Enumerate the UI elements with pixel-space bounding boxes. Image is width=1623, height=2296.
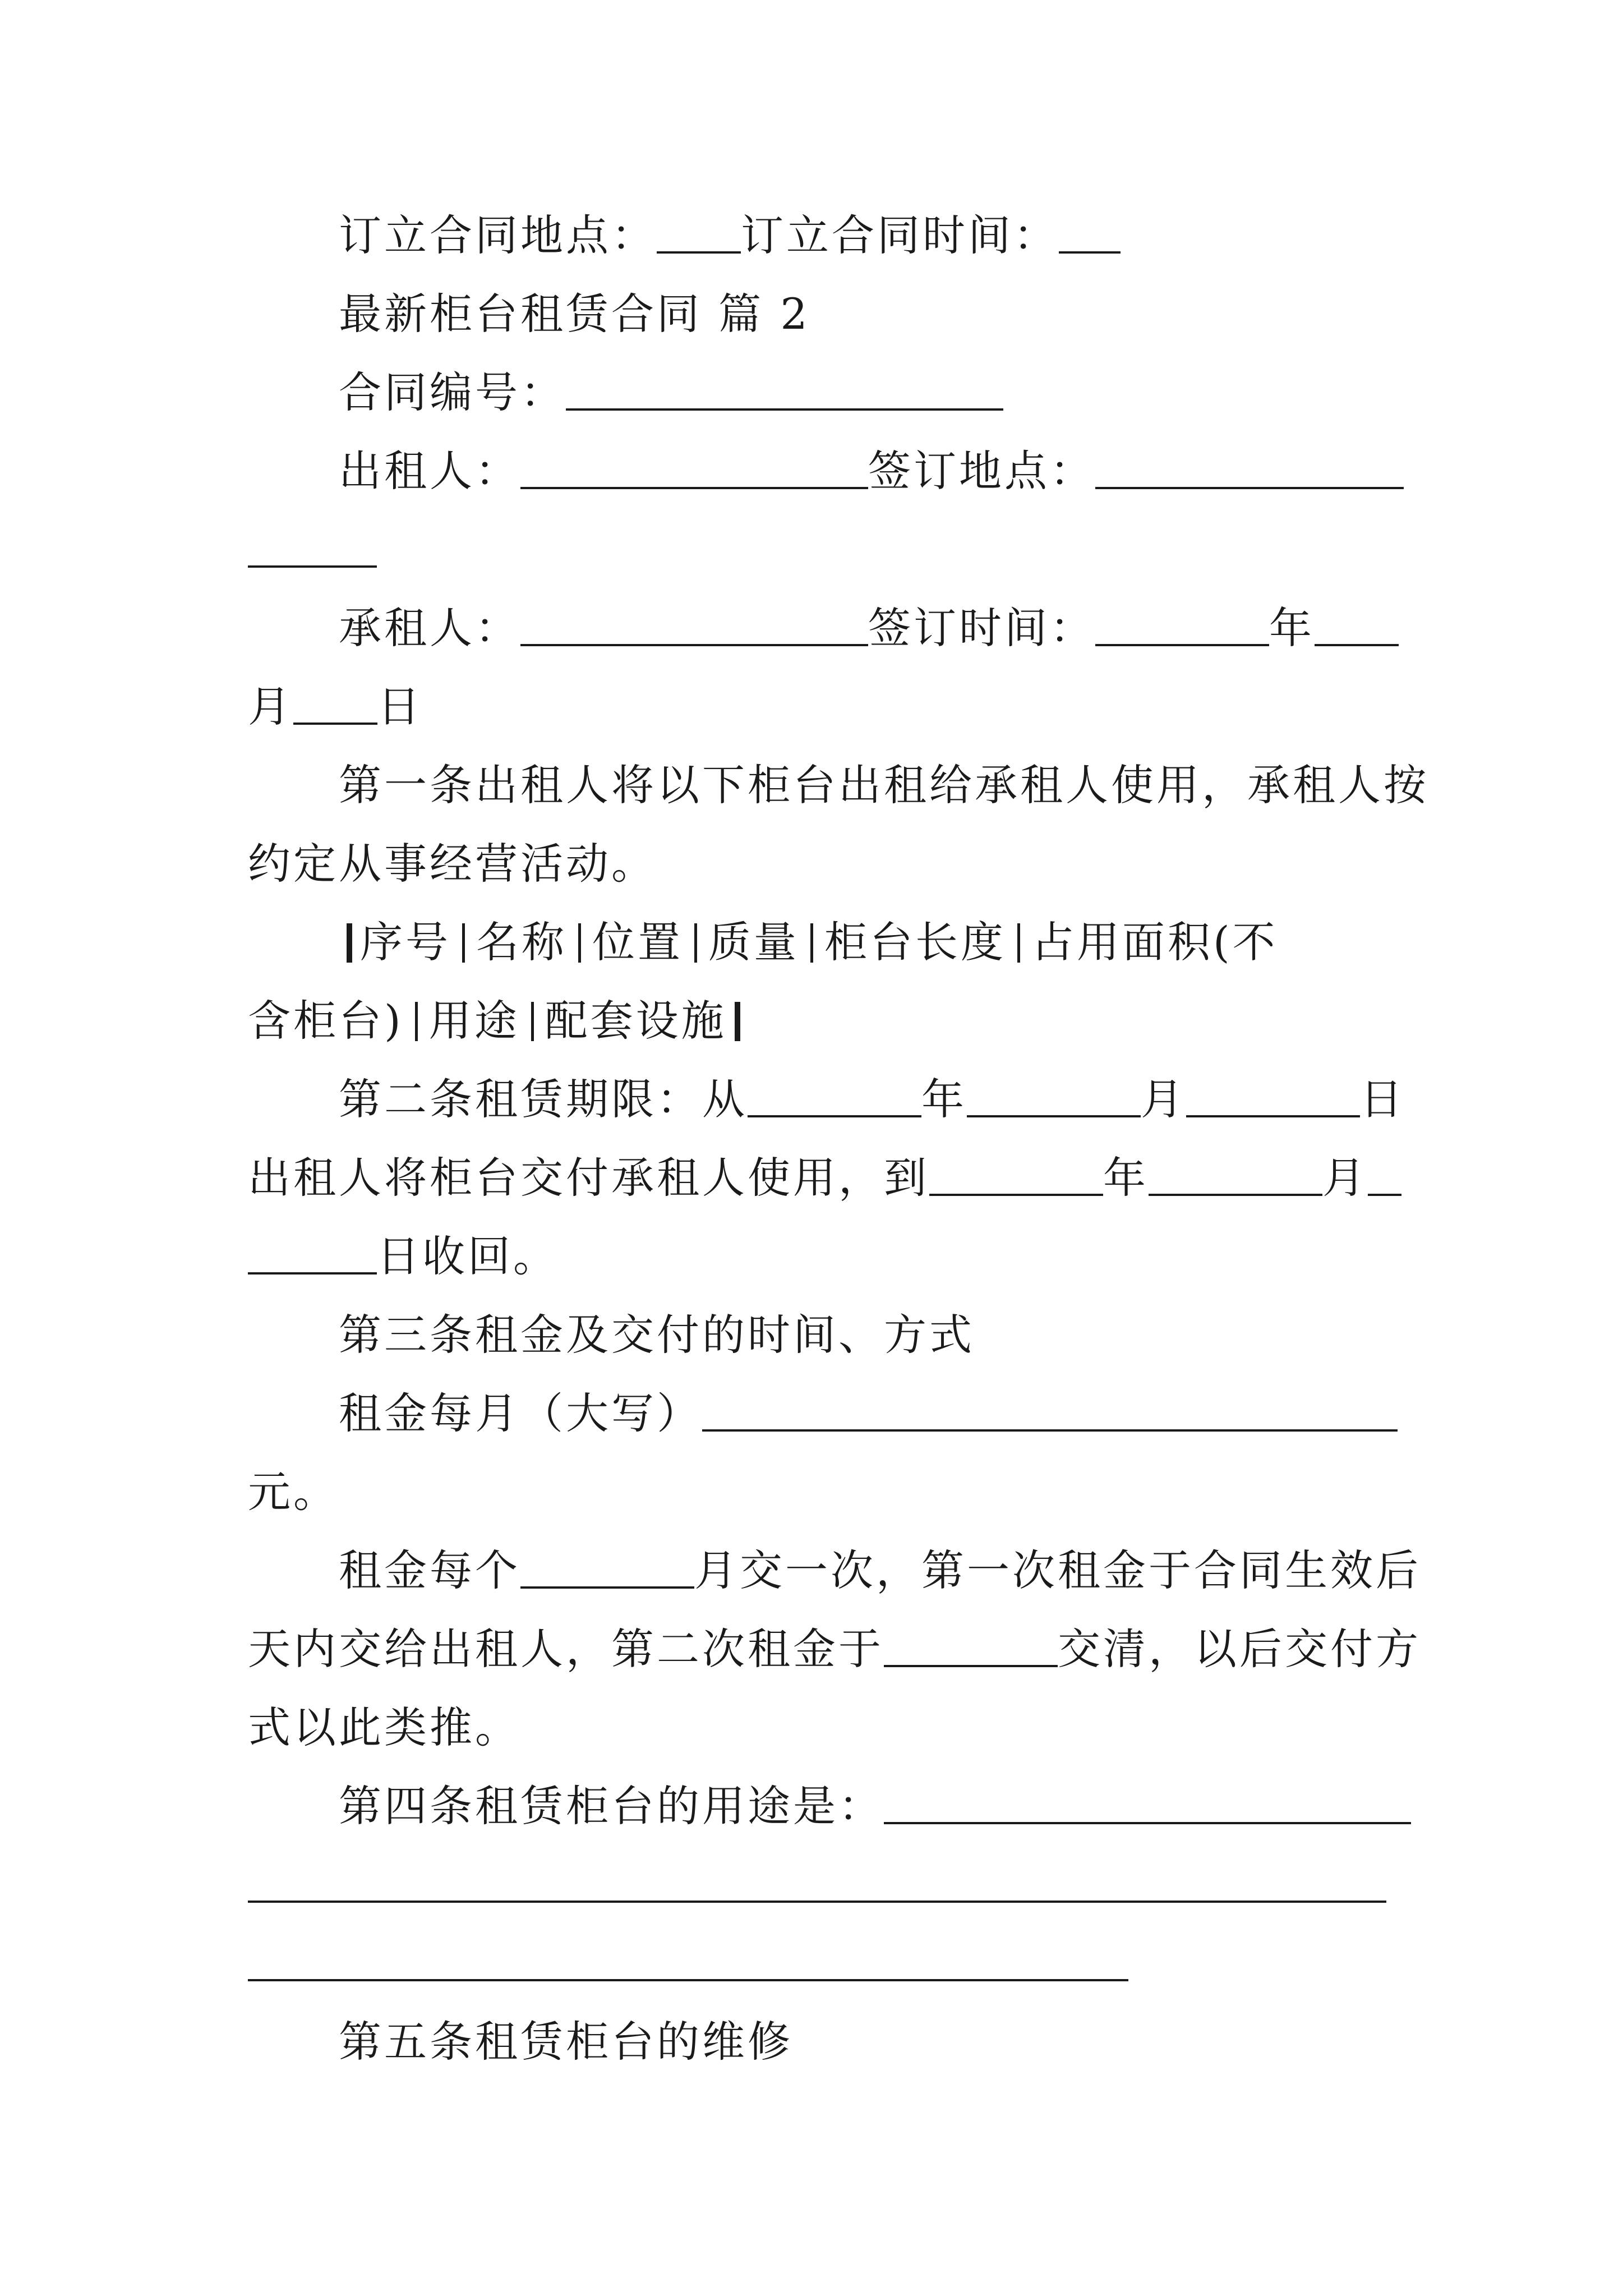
sign-time-label: 签订时间： (868, 603, 1095, 653)
table-col-seq: 序号 (360, 917, 451, 967)
article-1-line-2 (0, 827, 1623, 900)
payment-interval-blank (520, 1547, 694, 1589)
day-label: 日 (377, 682, 423, 731)
usage-blank-line-3 (0, 1927, 1623, 2000)
sign-date-continuation (0, 670, 1623, 743)
article-2-line-3 (0, 1220, 1623, 1293)
payment-line-3 (0, 1691, 1623, 1764)
lease-end-day-blank-cont (248, 1233, 377, 1274)
second-payment-date-blank (884, 1626, 1058, 1667)
contract-place-label: 订立合同地点： (339, 210, 657, 260)
lease-end-day-blank (1368, 1154, 1401, 1196)
section-title-text: 最新柜台租赁合同 篇 2 (339, 289, 810, 339)
table-col-area-a: 占用面积(不 (1031, 917, 1278, 967)
payment-text-a2: 月交一次，第一次租金于合同生效后 (694, 1545, 1421, 1595)
table-col-use: 用途 (428, 996, 520, 1046)
article-1-text-a: 第一条出租人将以下柜台出租给承租人使用，承租人按 (339, 760, 1429, 810)
year-label: 年 (1103, 1153, 1149, 1203)
table-divider (810, 923, 813, 963)
usage-blank-cont-1 (248, 1861, 1386, 1903)
table-col-facility: 配套设施 (545, 996, 727, 1046)
payment-text-b1: 天内交给出租人，第二次租金于 (248, 1624, 884, 1674)
table-divider (1017, 923, 1020, 963)
article-4-line (0, 1770, 1623, 1843)
sign-day-blank (293, 683, 377, 725)
section-title (0, 278, 1623, 351)
article-1-line-1 (0, 749, 1623, 822)
table-divider (462, 923, 465, 963)
sign-place-blank (1095, 448, 1404, 489)
contract-number-blank (566, 369, 1003, 411)
article-2-line-1 (0, 1063, 1623, 1136)
lessee-blank (520, 605, 868, 646)
year-label: 年 (921, 1074, 967, 1124)
table-border (735, 1002, 740, 1041)
usage-blank-line-2 (0, 1848, 1623, 1921)
contract-place-blank (657, 212, 741, 254)
table-border (347, 923, 352, 963)
month-label: 月 (1322, 1153, 1368, 1203)
article-1-text-b: 约定从事经营活动。 (248, 839, 657, 889)
contract-time-blank (1059, 212, 1121, 254)
table-col-area-b: 含柜台) (248, 996, 404, 1046)
payment-text-a1: 租金每个 (339, 1545, 520, 1595)
lessee-label: 承租人： (339, 603, 520, 653)
month-label: 月 (248, 682, 293, 731)
table-divider (531, 1002, 534, 1041)
payment-text-b2: 交清，以后交付方 (1058, 1624, 1421, 1674)
lease-start-month-blank (967, 1076, 1141, 1117)
day-label: 日 (1360, 1074, 1405, 1124)
table-divider (578, 923, 581, 963)
article-4-text: 第四条租赁柜台的用途是： (339, 1781, 884, 1831)
sign-month-blank (1315, 605, 1399, 646)
article-2-text-a: 第二条租赁期限：从 (339, 1074, 748, 1124)
month-label: 月 (1141, 1074, 1186, 1124)
table-divider (415, 1002, 418, 1041)
contract-number-line (0, 356, 1623, 429)
rent-amount-blank (702, 1390, 1398, 1432)
article-3-text: 第三条租金及交付的时间、方式 (339, 1310, 975, 1360)
article-3-heading (0, 1299, 1623, 1372)
rent-amount-line (0, 1377, 1623, 1450)
table-col-quality: 质量 (708, 917, 799, 967)
table-col-position: 位置 (592, 917, 683, 967)
article-2-text-c: 日收回。 (377, 1231, 559, 1281)
lease-end-year-blank (929, 1154, 1103, 1196)
contract-time-label: 订立合同时间： (741, 210, 1059, 260)
payment-line-1 (0, 1534, 1623, 1607)
table-header-row-cont (0, 984, 1623, 1057)
table-header-row (0, 906, 1623, 979)
sign-place-blank-cont (248, 526, 377, 568)
rent-amount-unit-line (0, 1456, 1623, 1529)
usage-blank (884, 1783, 1411, 1824)
lease-start-day-blank (1186, 1076, 1360, 1117)
contract-place-time-line (0, 199, 1623, 272)
sign-place-label: 签订地点： (868, 446, 1095, 496)
article-2-line-2 (0, 1142, 1623, 1214)
lessor-label: 出租人： (339, 446, 520, 496)
lessor-line (0, 435, 1623, 508)
lease-start-year-blank (748, 1076, 921, 1117)
rent-amount-label: 租金每月（大写） (339, 1388, 702, 1438)
year-label: 年 (1269, 603, 1315, 653)
lease-end-month-blank (1149, 1154, 1322, 1196)
sign-year-blank (1095, 605, 1269, 646)
payment-text-c: 式以此类推。 (248, 1703, 520, 1752)
contract-number-label: 合同编号： (339, 367, 566, 417)
payment-line-2 (0, 1613, 1623, 1686)
lessee-line (0, 592, 1623, 665)
lessor-blank (520, 448, 868, 489)
usage-blank-cont-2 (248, 1940, 1128, 1981)
table-divider (694, 923, 697, 963)
table-col-name: 名称 (476, 917, 567, 967)
rent-amount-unit: 元。 (248, 1467, 339, 1517)
table-col-length: 柜台长度 (824, 917, 1006, 967)
sign-place-continuation (0, 513, 1623, 586)
article-5-heading (0, 2005, 1623, 2078)
article-5-text: 第五条租赁柜台的维修 (339, 2017, 793, 2067)
article-2-text-b: 出租人将柜台交付承租人使用，到 (248, 1153, 929, 1203)
